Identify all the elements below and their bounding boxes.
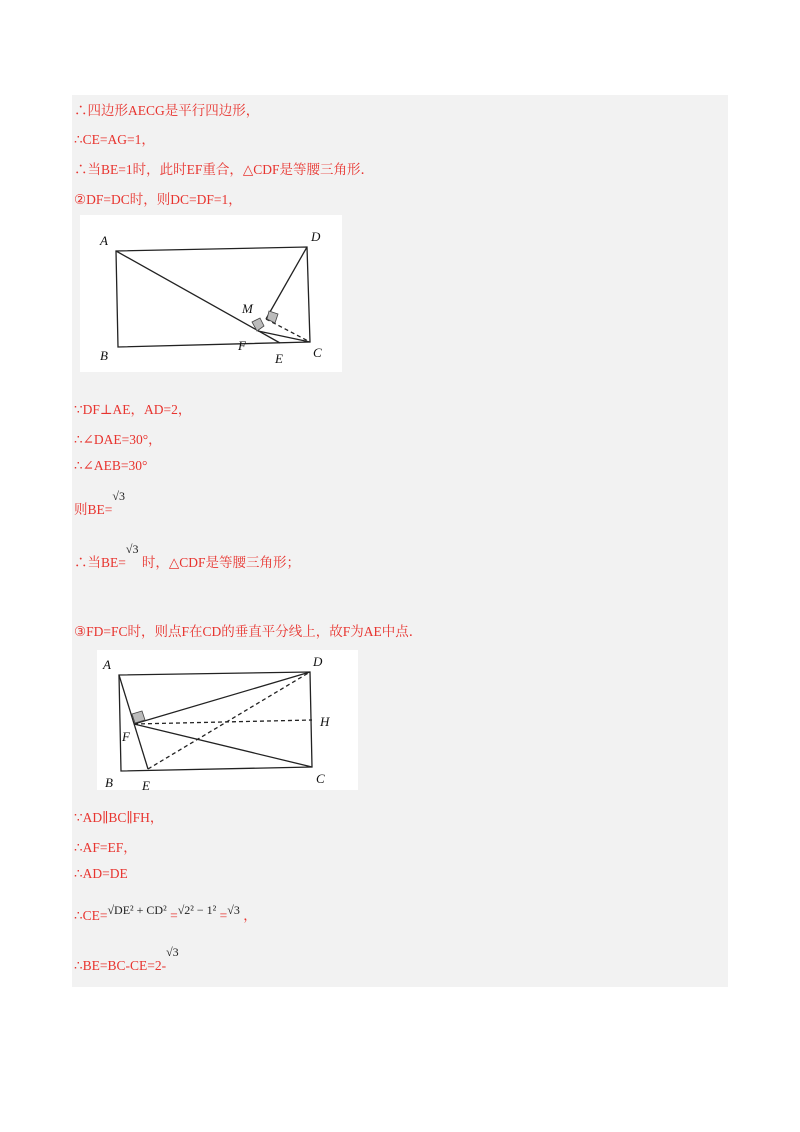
- text: ∴CE=: [74, 908, 108, 923]
- text-line: ∴当BE=1时，此时EF重合，△CDF是等腰三角形．: [74, 162, 375, 177]
- text: ∴BE=BC-CE=2-: [74, 958, 167, 973]
- figure-2: [97, 650, 358, 790]
- formula: √3: [227, 903, 240, 917]
- text-line: [74, 489, 125, 518]
- sqrt-3: √3: [112, 489, 125, 503]
- text-line: ∴AD=DE: [74, 866, 128, 881]
- formula: √2² − 1²: [177, 903, 217, 917]
- text-line: ②DF=DC时，则DC=DF=1，: [74, 192, 242, 207]
- text-line: [74, 542, 300, 571]
- svg-text:C: C: [313, 345, 322, 360]
- svg-text:B: B: [105, 775, 113, 790]
- text-line: [74, 904, 257, 924]
- text-line: ∴∠AEB=30°: [74, 458, 148, 473]
- svg-text:A: A: [103, 657, 111, 672]
- svg-text:F: F: [238, 338, 246, 353]
- text: ，: [243, 908, 257, 923]
- svg-text:M: M: [242, 301, 253, 316]
- svg-text:B: B: [100, 348, 108, 363]
- sqrt-3: √3: [125, 542, 139, 556]
- text: ∴当BE=: [74, 555, 126, 570]
- text-line: ③FD=FC时，则点F在CD的垂直平分线上，故F为AE中点．: [74, 624, 423, 639]
- svg-text:E: E: [275, 351, 283, 366]
- text-line: ∵AD∥BC∥FH，: [74, 810, 164, 825]
- text-line: ∵DF⊥AE，AD=2，: [74, 402, 192, 417]
- geometry-diagram-2: [97, 650, 358, 790]
- svg-text:H: H: [320, 714, 330, 729]
- figure-1: [80, 215, 342, 372]
- sqrt-3: √3: [166, 945, 179, 959]
- text: =: [219, 908, 228, 923]
- svg-text:A: A: [100, 233, 108, 248]
- svg-text:D: D: [311, 229, 321, 244]
- svg-text:C: C: [316, 771, 325, 786]
- text: 时，△CDF是等腰三角形；: [141, 555, 300, 570]
- svg-text:F: F: [122, 729, 130, 744]
- text-line: ∴CE=AG=1，: [74, 132, 155, 147]
- text-line: ∴四边形AECG是平行四边形，: [74, 103, 260, 118]
- text: 则BE=: [74, 502, 113, 517]
- text-line: ∴∠DAE=30°，: [74, 432, 162, 447]
- text-line: [74, 945, 179, 974]
- svg-text:E: E: [142, 778, 150, 790]
- text-line: ∴AF=EF，: [74, 840, 137, 855]
- text: =: [170, 908, 178, 923]
- svg-text:D: D: [313, 654, 323, 669]
- geometry-diagram-1: [80, 215, 342, 372]
- formula: √DE² + CD²: [107, 903, 167, 917]
